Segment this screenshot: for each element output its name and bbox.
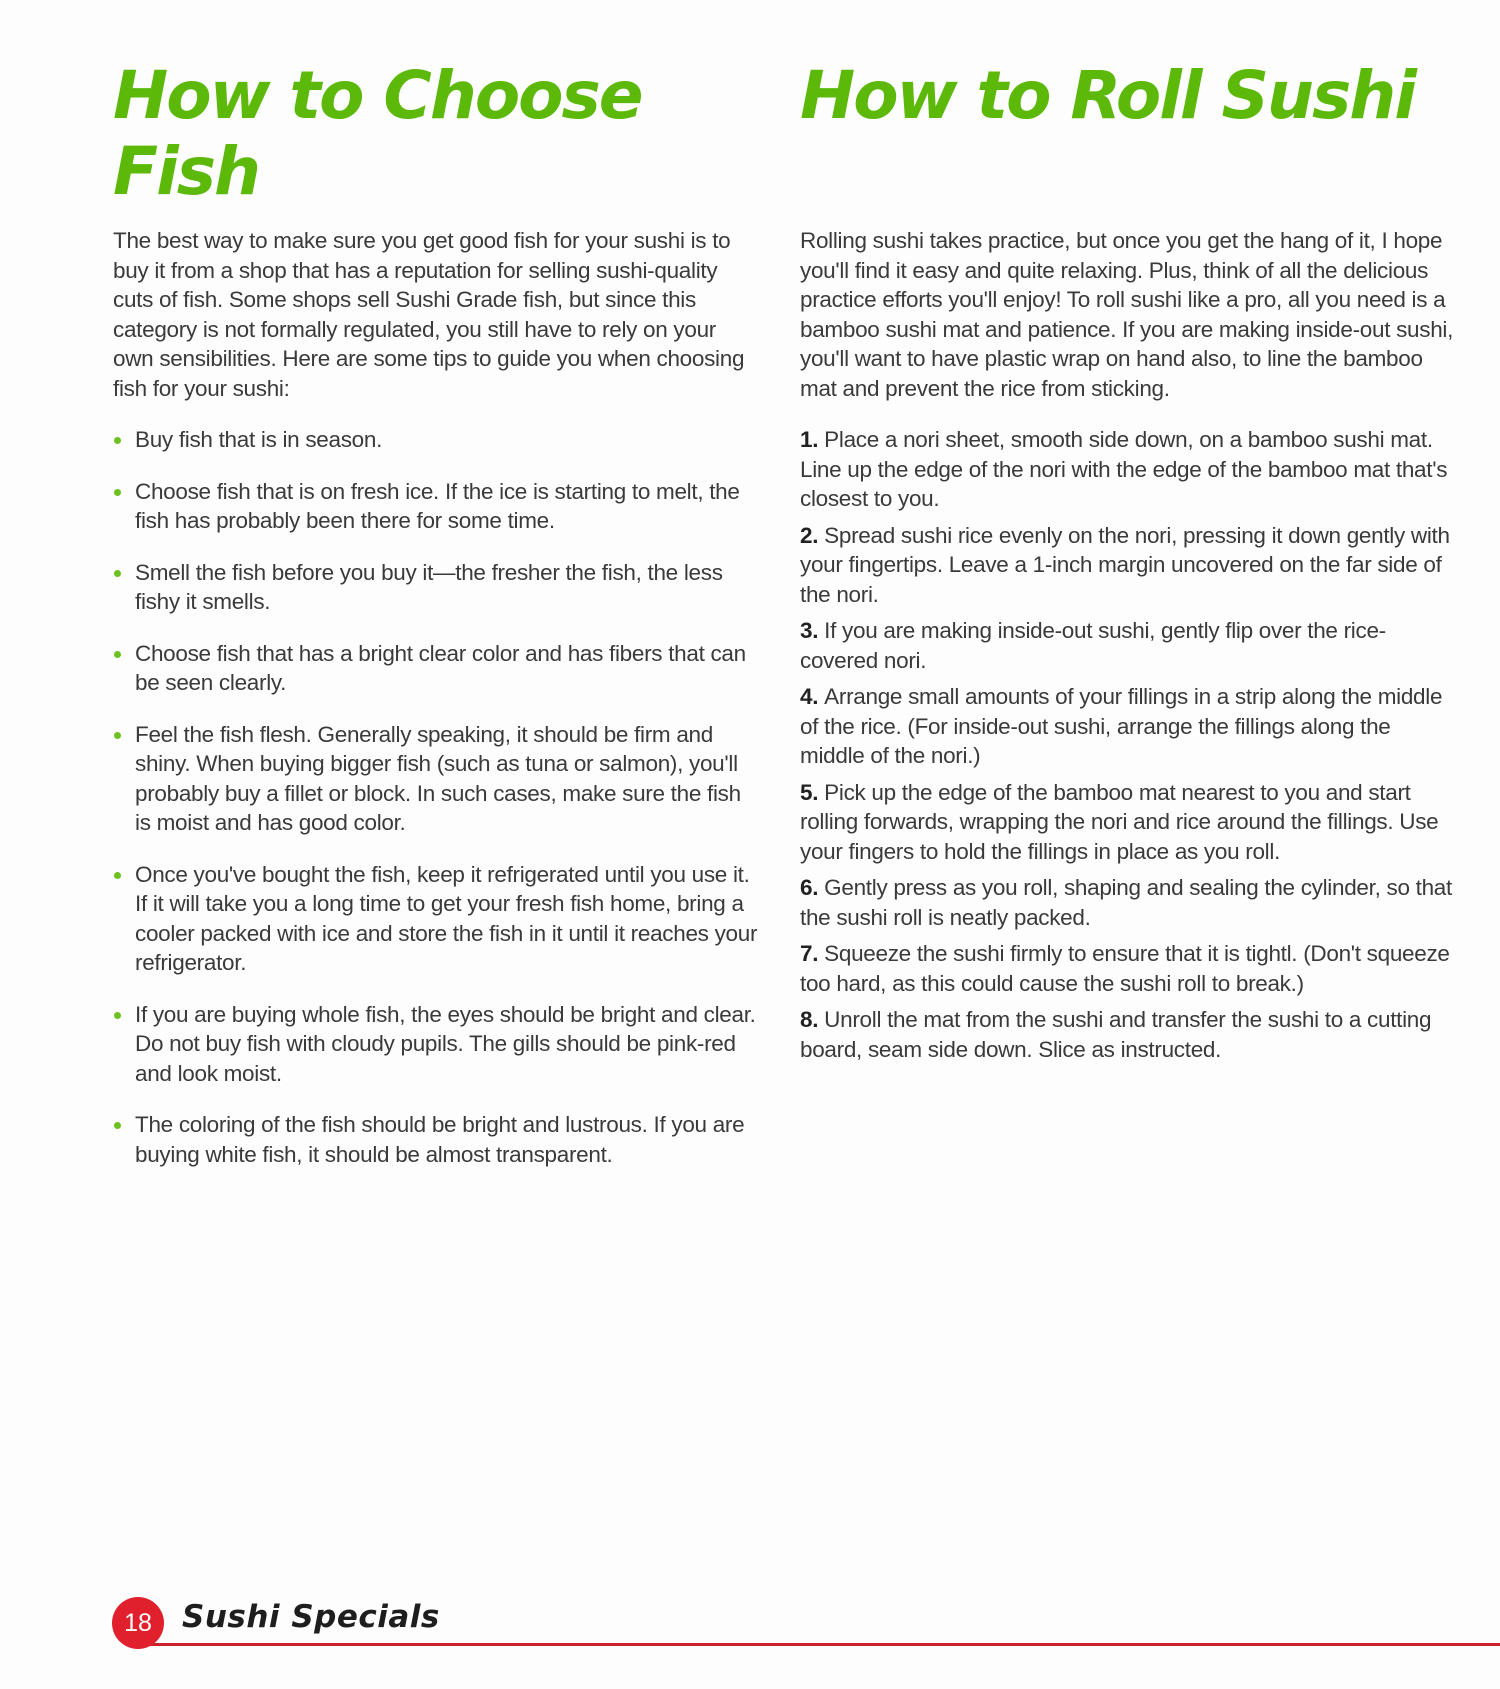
fish-tip-text: Once you've bought the fish, keep it refrigerated until you use it. If it will take you a long time to get your fresh fish home, bring a cooler packed with ice and store the fish in it until it reaches your refrigerator.: [135, 861, 758, 975]
fish-tip: [113, 477, 758, 536]
page-footer: [112, 1595, 1500, 1647]
fish-tip-text: Smell the fish before you buy it—the fresher the fish, the less fishy it smells.: [135, 559, 723, 614]
step-number: 3.: [800, 618, 819, 643]
bullet-icon: [114, 489, 121, 496]
bullet-icon: [114, 872, 121, 879]
fish-tip: [113, 558, 758, 617]
rolling-step: [800, 425, 1455, 514]
step-text: Unroll the mat from the sushi and transfer the sushi to a cutting board, seam side down. Slice as instructed.: [800, 1007, 1432, 1062]
bullet-icon: [114, 570, 121, 577]
step-text: Spread sushi rice evenly on the nori, pressing it down gently with your fingertips. Leave a 1-inch margin uncovered on the far side of the nori.: [800, 522, 1450, 607]
rolling-step: [800, 939, 1455, 998]
fish-tip-text: Choose fish that has a bright clear color and has fibers that can be seen clearly.: [135, 640, 746, 695]
roll-sushi-section: [800, 58, 1455, 1071]
bullet-icon: [114, 1012, 121, 1019]
step-text: Arrange small amounts of your fillings in a strip along the middle of the rice. (For inside-out sushi, arrange the fillings along the middle of the nori.): [800, 684, 1443, 768]
step-number: 4.: [800, 684, 819, 709]
fish-tip-text: Buy fish that is in season.: [135, 427, 383, 452]
page-number-badge: 18: [112, 1597, 164, 1649]
step-number: 5.: [800, 779, 819, 805]
fish-tip: [113, 720, 758, 838]
bullet-icon: [114, 1122, 121, 1129]
fish-tip-text: Feel the fish flesh. Generally speaking, it should be firm and shiny. When buying bigger fish (such as tuna or salmon), you'll probably buy a fillet or block. In such cases, make sure the fish is moist and has good color.: [135, 721, 741, 835]
step-text: Pick up the edge of the bamboo mat nearest to you and start rolling forwards, wrapping the nori and rice around the fillings. Use your fingers to hold the fillings in place as you roll.: [800, 779, 1439, 864]
fish-tip-text: If you are buying whole fish, the eyes should be bright and clear. Do not buy fish with cloudy pupils. The gills should be pink-red and look moist.: [135, 1001, 756, 1086]
rolling-steps-list: [800, 425, 1455, 1064]
rolling-step: [800, 1005, 1455, 1064]
roll-sushi-heading: How to Roll Sushi: [800, 57, 1415, 134]
step-number: 1.: [800, 427, 819, 452]
step-text: Gently press as you roll, shaping and sealing the cylinder, so that the sushi roll is neatly packed.: [800, 875, 1452, 930]
fish-tip-text: Choose fish that is on fresh ice. If the ice is starting to melt, the fish has probably been there for some time.: [135, 478, 740, 533]
fish-tip-text: The coloring of the fish should be bright and lustrous. If you are buying white fish, it should be almost transparent.: [135, 1112, 745, 1167]
footer-rule: [138, 1643, 1500, 1646]
roll-sushi-intro: Rolling sushi takes practice, but once you get the hang of it, I hope you'll find it easy and quite relaxing. Plus, think of all the delicious practice efforts you'll enjoy! To roll sushi like a pro, all you need is a bamboo sushi mat and patience. If you are making inside-out sushi, you'll want to have plastic wrap on hand also, to line the bamboo mat and prevent the rice from sticking.: [800, 228, 1454, 401]
rolling-step: [800, 873, 1455, 932]
choose-fish-heading: How to Choose Fish: [113, 57, 642, 210]
fish-tip: [113, 860, 758, 978]
fish-tip: [113, 425, 758, 455]
fish-tip: [113, 639, 758, 698]
bullet-icon: [114, 732, 121, 739]
step-text: Place a nori sheet, smooth side down, on a bamboo sushi mat. Line up the edge of the nori with the edge of the bamboo mat that's closest to you.: [800, 427, 1448, 511]
step-text: If you are making inside-out sushi, gently flip over the rice-covered nori.: [800, 618, 1386, 673]
fish-tips-list: [113, 425, 758, 1169]
rolling-step: [800, 682, 1455, 771]
fish-tip: [113, 1000, 758, 1089]
book-title: Sushi Specials: [182, 1599, 440, 1635]
step-number: 6.: [800, 875, 819, 900]
choose-fish-section: [113, 58, 758, 1191]
step-text: Squeeze the sushi firmly to ensure that it is tightl. (Don't squeeze too hard, as this could cause the sushi roll to break.): [800, 941, 1450, 996]
fish-tip: [113, 1110, 758, 1169]
choose-fish-intro: The best way to make sure you get good fish for your sushi is to buy it from a shop that has a reputation for selling sushi-quality cuts of fish. Some shops sell Sushi Grade fish, but since this category is not formally regulated, you still have to rely on your own sensibilities. Here are some tips to guide you when choosing fish for your sushi:: [113, 228, 745, 401]
rolling-step: [800, 521, 1455, 610]
step-number: 8.: [800, 1007, 819, 1032]
rolling-step: [800, 616, 1455, 675]
step-number: 7.: [800, 941, 819, 966]
rolling-step: [800, 778, 1455, 867]
bullet-icon: [114, 651, 121, 658]
bullet-icon: [114, 437, 121, 444]
step-number: 2.: [800, 522, 819, 548]
